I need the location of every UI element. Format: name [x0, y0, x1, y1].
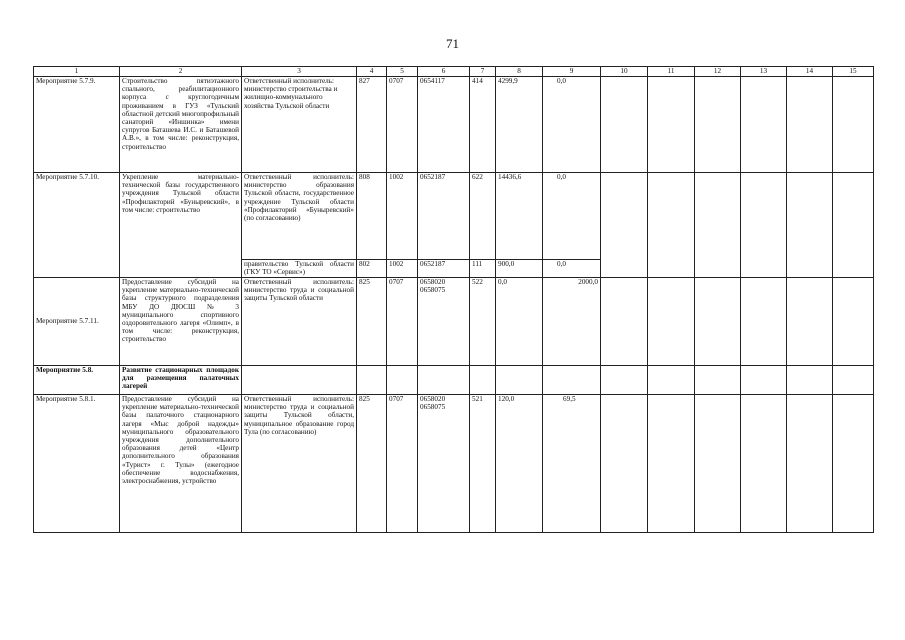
code-cell: [418, 278, 470, 366]
empty-cell: [741, 366, 787, 395]
page-number: 71: [446, 36, 459, 51]
code-cell: 522: [470, 278, 496, 366]
header-cell: 4: [357, 67, 387, 77]
code-cell: 0707: [387, 395, 418, 533]
empty-cell: [787, 77, 833, 173]
empty-cell: [601, 77, 648, 173]
code-cell: 1002: [387, 260, 418, 278]
table-row: [34, 366, 874, 395]
empty-cell: [648, 366, 695, 395]
code-cell: 414: [470, 77, 496, 173]
code-cell: 622: [470, 173, 496, 260]
measure-cell: Мероприятие 5.8.: [34, 366, 120, 395]
executor-cell: Ответственный исполнитель: министерство труда и социальной защиты Тульской области: [242, 278, 357, 366]
empty-cell: [787, 395, 833, 533]
header-cell: 12: [695, 67, 741, 77]
header-cell: 7: [470, 67, 496, 77]
measure-cell: Мероприятие 5.7.10.: [34, 173, 120, 278]
empty-cell: [833, 173, 874, 278]
header-cell: 15: [833, 67, 874, 77]
code-cell: 521: [470, 395, 496, 533]
empty-cell: [695, 366, 741, 395]
code-cell: 111: [470, 260, 496, 278]
code-cell: 825: [357, 395, 387, 533]
empty-cell: [833, 366, 874, 395]
header-cell: 11: [648, 67, 695, 77]
empty-cell: [496, 366, 543, 395]
header-cell: 3: [242, 67, 357, 77]
empty-cell: [470, 366, 496, 395]
empty-cell: [601, 173, 648, 278]
header-cell: 1: [34, 67, 120, 77]
header-cell: 2: [120, 67, 242, 77]
empty-cell: [357, 366, 387, 395]
table-row: [34, 395, 874, 533]
table-row: [34, 77, 874, 173]
table-row: [34, 173, 874, 260]
empty-cell: [833, 395, 874, 533]
code-line: 0658075: [420, 286, 446, 295]
header-cell: 8: [496, 67, 543, 77]
executor-cell: правительство Тульской области (ГКУ ТО «Сервис»): [242, 260, 357, 278]
code-cell: 0652187: [418, 260, 470, 278]
empty-cell: [387, 366, 418, 395]
code-cell: 827: [357, 77, 387, 173]
amount-cell: 4299,9: [496, 77, 543, 173]
empty-cell: [695, 77, 741, 173]
header-cell: 6: [418, 67, 470, 77]
header-cell: 13: [741, 67, 787, 77]
code-line: 0658075: [420, 403, 446, 412]
empty-cell: [648, 278, 695, 366]
description-cell: Предоставление субсидий на укрепление материально-технической базы структурного подразделения МБУ ДО ДЮСШ № 3 муниципального спортивного оздоровительного лагеря «Олимп», в том числе: реконструкция, строительство: [120, 278, 242, 366]
budget-table: [33, 66, 874, 533]
measure-cell: Мероприятие 5.7.11.: [34, 278, 120, 366]
empty-cell: [601, 278, 648, 366]
code-cell: 0654117: [418, 77, 470, 173]
description-cell: Развитие стационарных площадок для размещения палаточных лагерей: [120, 366, 242, 395]
empty-cell: [695, 395, 741, 533]
code-line: 0658020: [420, 278, 446, 286]
description-cell: Укрепление материально-технической базы государственного учреждения Тульской области «Профилакторий «Буныревский», в том числе: строительство: [120, 173, 242, 278]
empty-cell: [741, 395, 787, 533]
amount-cell: 0,0: [543, 77, 601, 173]
empty-cell: [833, 278, 874, 366]
empty-cell: [741, 278, 787, 366]
amount-cell: 2000,0: [543, 278, 601, 366]
code-cell: 825: [357, 278, 387, 366]
description-cell: Предоставление субсидий на укрепление материально-технической базы палаточного стационарного лагеря «Мыс доброй надежды» муниципального образовательного учреждения дополнительного образования детей «Центр дополнительного образования «Турист» г. Тулы» (ежегодное обеспечение водоснабжения, электроснабжения, устройство: [120, 395, 242, 533]
empty-cell: [418, 366, 470, 395]
code-cell: 0707: [387, 278, 418, 366]
empty-cell: [787, 278, 833, 366]
empty-cell: [601, 395, 648, 533]
header-cell: 14: [787, 67, 833, 77]
empty-cell: [648, 395, 695, 533]
executor-cell: Ответственный исполнитель: министерство строительства и жилищно-коммунального хозяйства Тульской области: [242, 77, 357, 173]
amount-cell: 900,0: [496, 260, 543, 278]
code-cell: 808: [357, 173, 387, 260]
empty-cell: [648, 77, 695, 173]
measure-cell: Мероприятие 5.7.9.: [34, 77, 120, 173]
code-cell: 0652187: [418, 173, 470, 260]
empty-cell: [787, 173, 833, 278]
code-cell: 0707: [387, 77, 418, 173]
code-cell: 802: [357, 260, 387, 278]
amount-cell: 120,0: [496, 395, 543, 533]
empty-cell: [648, 173, 695, 278]
amount-cell: 14436,6: [496, 173, 543, 260]
amount-cell: 69,5: [543, 395, 601, 533]
amount-cell: 0,0: [543, 260, 601, 278]
empty-cell: [741, 173, 787, 278]
empty-cell: [242, 366, 357, 395]
empty-cell: [695, 173, 741, 278]
header-cell: 5: [387, 67, 418, 77]
amount-cell: 0,0: [496, 278, 543, 366]
executor-cell: Ответственный исполнитель: министерство труда и социальной защиты Тульской области, муниципальное образование город Тула (по согласованию): [242, 395, 357, 533]
description-cell: Строительство пятиэтажного спального, реабилитационного корпуса с круглогодичным проживанием в ГУЗ «Тульский областной детский многопрофильный санаторий «Иншинка» имени супругов Баташева И.С. и Баташевой А.В.», в том числе: реконструкция, строительство: [120, 77, 242, 173]
header-cell: 9: [543, 67, 601, 77]
code-line: 0658020: [420, 395, 446, 403]
code-cell: 1002: [387, 173, 418, 260]
amount-cell: 0,0: [543, 173, 601, 260]
header-cell: 10: [601, 67, 648, 77]
empty-cell: [741, 77, 787, 173]
header-row: [34, 67, 874, 77]
code-cell: [418, 395, 470, 533]
empty-cell: [601, 366, 648, 395]
empty-cell: [695, 278, 741, 366]
executor-cell: Ответственный исполнитель: министерство образования Тульской области, государственное учреждение Тульской области «Профилакторий «Буныревский» (по согласованию): [242, 173, 357, 260]
table-row: [34, 278, 874, 366]
empty-cell: [787, 366, 833, 395]
empty-cell: [833, 77, 874, 173]
measure-cell: Мероприятие 5.8.1.: [34, 395, 120, 533]
empty-cell: [543, 366, 601, 395]
